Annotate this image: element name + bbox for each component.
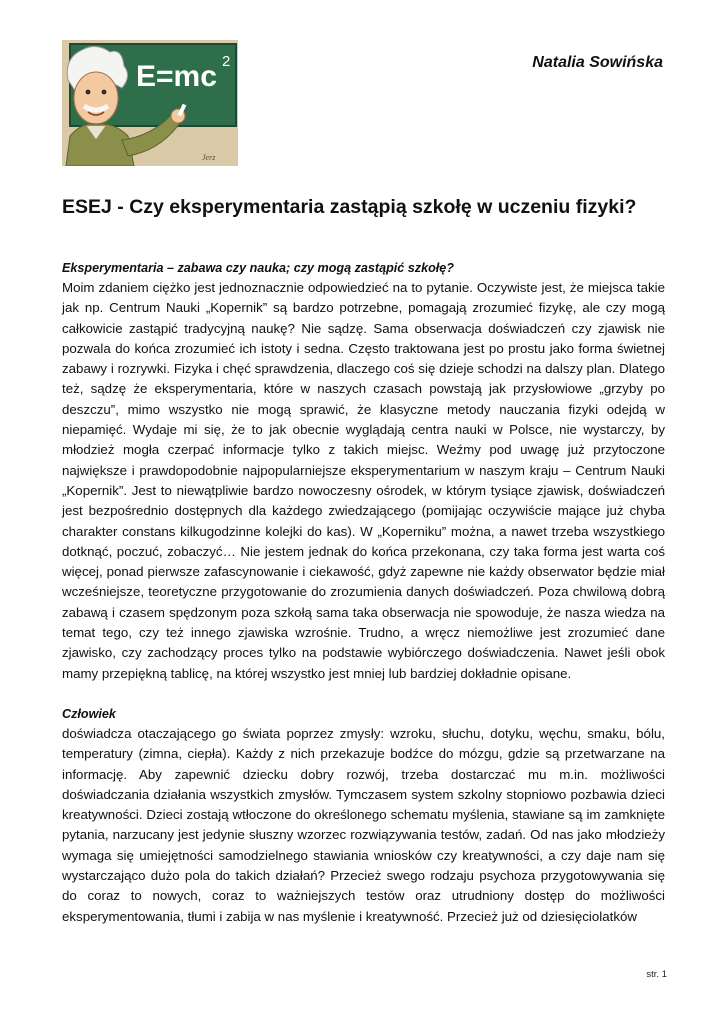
svg-text:E=mc: E=mc <box>136 60 217 93</box>
page-number: str. 1 <box>646 969 667 980</box>
author-name: Natalia Sowińska <box>532 54 663 71</box>
document-title: ESEJ - Czy eksperymentaria zastąpią szkołę w uczeniu fizyki? <box>62 196 637 218</box>
document-body <box>62 258 665 927</box>
section-heading: Eksperymentaria – zabawa czy nauka; czy mogą zastąpić szkołę? <box>62 261 454 275</box>
svg-text:Jerz: Jerz <box>202 153 216 162</box>
paragraph-gap <box>62 684 665 704</box>
einstein-chalkboard-icon <box>62 40 238 166</box>
section-heading: Człowiek <box>62 706 116 721</box>
section-paragraph: doświadcza otaczającego go świata poprzez zmysły: wzroku, słuchu, dotyku, węchu, smaku, bólu, temperatury (zimna, ciepła). Każdy z nich przekazuje bodźce do mózgu, gdzie są przetwarzane na informację. Aby zapewnić dziecku dobry rozwój, trzeba dostarczać mu m.in. możliwości doświadczania działania wszystkich zmysłów. Tymczasem system szkolny stopniowo pozbawia dzieci kreatywności. Dzieci zostają wtłoczone do określonego schematu myślenia, stawiane są im zamknięte pytania, narzucany jest jedynie słuszny wzorzec rozwiązywania testów, zadań. Od nas jako młodzieży wymaga się umiejętności samodzielnego stawiania wniosków czy kreatywności, a czy daje nam się wystarczająco dużo pola do takich działań? Przecież swego rodzaju psychoza przygotowywania się do coraz to nowych, coraz to ważniejszych testów oraz utrudniony dostęp do możliwości eksperymentowania, tłumi i zabija w nas myślenie i kreatywność. Przecież już od dziesięciolatków <box>62 725 665 924</box>
section-paragraph: Moim zdaniem ciężko jest jednoznacznie odpowiedzieć na to pytanie. Oczywiste jest, że miejsca takie jak np. Centrum Nauki „Kopernik” są bardzo potrzebne, pomagają zrozumieć fizykę, ale czy mogą całkowicie zastąpić tradycyjną naukę? Nie sądzę. Sama obserwacja doświadczeń czy zjawisk nie pozwala do końca zrozumieć ich istoty i sedna. Często traktowana jest po prostu jako forma świetnej zabawy i rozrywki. Fizyka i chęć sprawdzenia, dlaczego coś się dzieje schodzi na dalszy plan. Dlatego też, sądzę że eksperymentaria, które w naszych czasach powstają jak przysłowiowe „grzyby po deszczu”, mimo wszystko nie mogą sprawić, że klasyczne metody nauczania fizyki odejdą w niepamięć. Wydaje mi się, że to jak obecnie wyglądają centra nauki w Polsce, nie wystarczy, by młodzież mogła czerpać informacje tylko z takich miejsc. Weźmy pod uwagę już przytoczone największe i prawdopodobnie najpopularniejsze eksperymentarium w naszym kraju – Centrum Nauki „Kopernik”. Jest to niewątpliwie bardzo nowoczesny ośrodek, w którym tysiące zjawisk, doświadczeń jest bezpośrednio dostępnych dla każdego zwiedzającego (pomijając oczywiście mające już chyba charakter constans kilkugodzinne kolejki do kas). W „Koperniku” można, a nawet trzeba wszystkiego dotknąć, poczuć, zobaczyć… Nie jestem jednak do końca przekonana, czy taka forma jest warta coś więcej, ponad pierwsze zafascynowanie i ciekawość, gdyż zapewne nie każdy obserwator będzie miał wcześniejsze, teoretyczne przygotowanie do zrozumienia danych doświadczeń. Poza chwilową dobrą zabawą i czasem spędzonym poza szkołą sama taka obserwacja nie spowoduje, że nasza wiedza na temat tego, czy też innego zjawiska wzrośnie. Trudno, a wręcz niemożliwe jest zrozumieć dane zjawisko, czy zachodzący proces tylko na podstawie wybiórczego doświadczenia. Nawet jeśli obok mamy przepiękną tablicę, na której wszystko jest mniej lub bardziej dokładnie opisane. <box>62 280 665 681</box>
svg-text:2: 2 <box>222 53 231 70</box>
